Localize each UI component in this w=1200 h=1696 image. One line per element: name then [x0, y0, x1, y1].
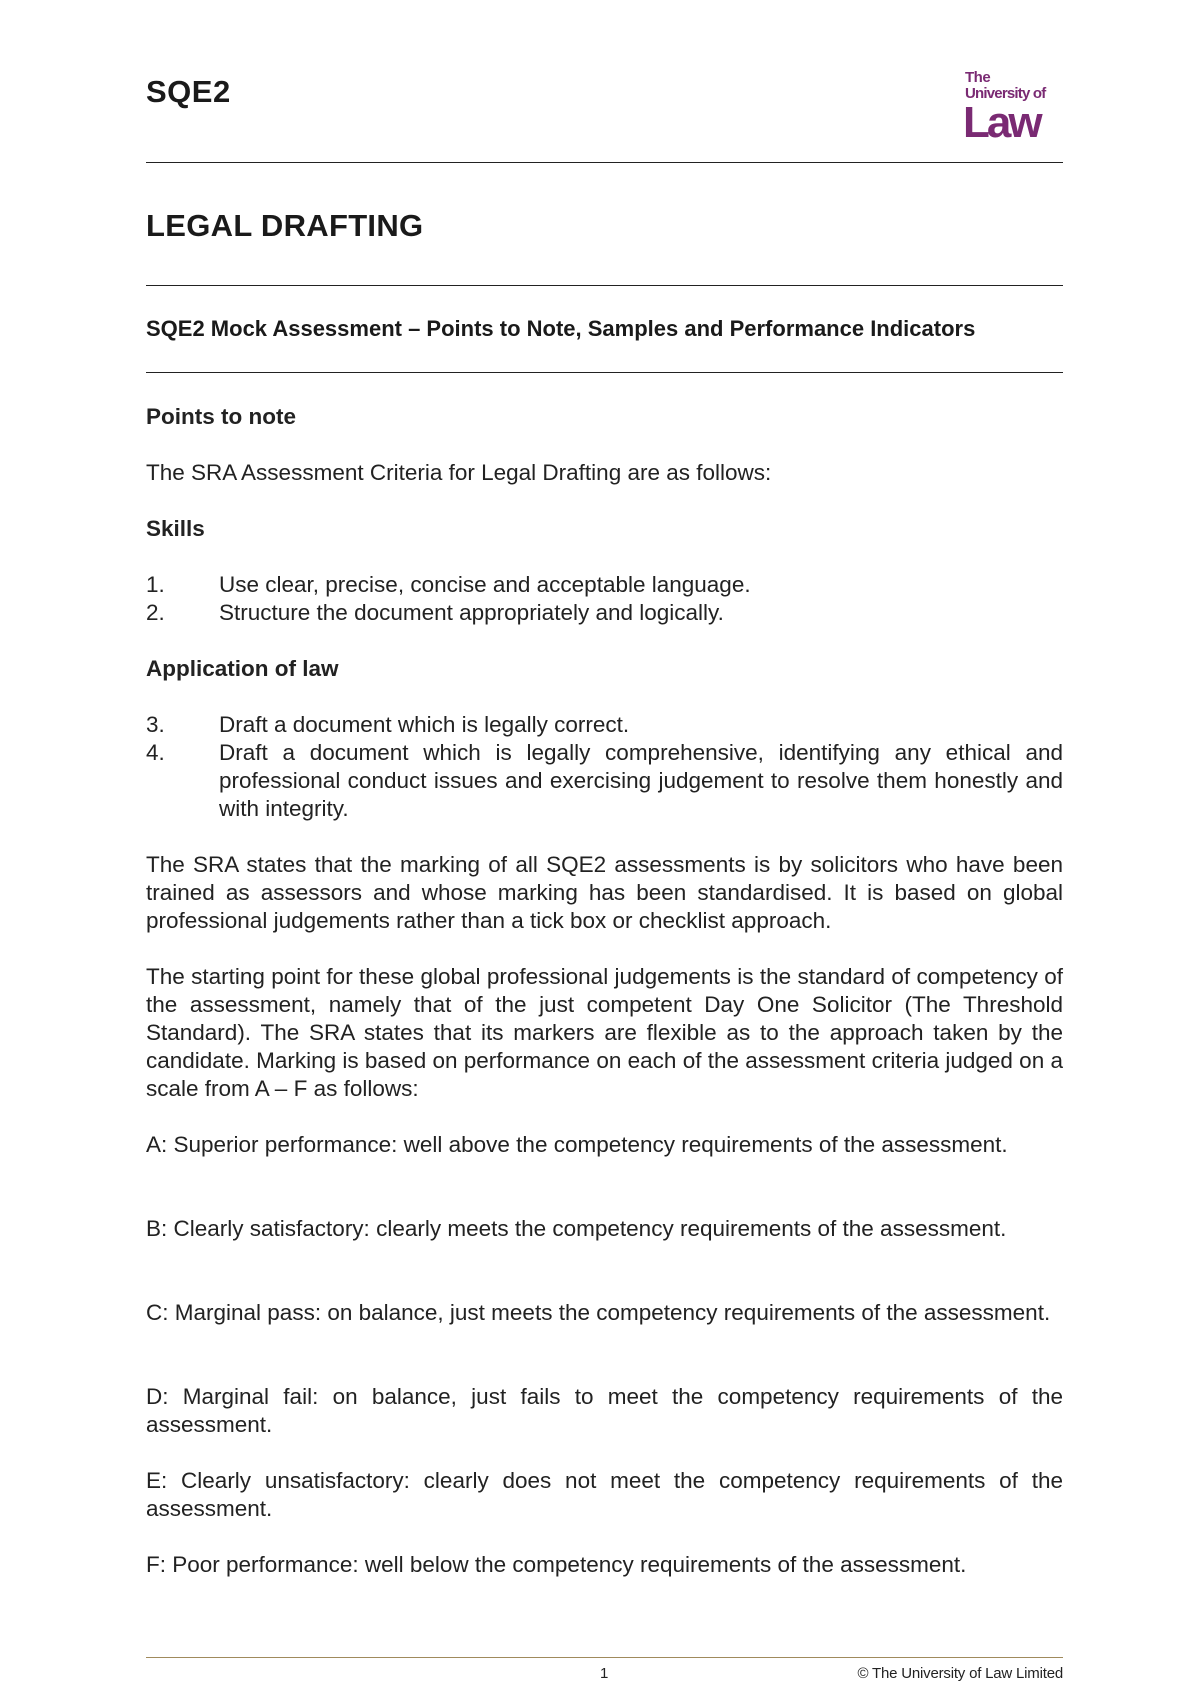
application-list [146, 711, 1063, 823]
skills-list [146, 571, 1063, 627]
intro-text: The SRA Assessment Criteria for Legal Drafting are as follows: [146, 460, 772, 485]
standard-paragraph: The starting point for these global professional judgements is the standard of competency of the assessment, namely that of the just competent Day One Solicitor (The Threshold Standard). The SRA states that its markers are flexible as to the approach taken by the candidate. Marking is based on performance on each of the assessment criteria judged on a scale from A – F as follows: [146, 964, 1063, 1101]
list-text: Draft a document which is legally correct. [219, 712, 630, 737]
list-number: 1. [146, 572, 165, 597]
grade-a-text: A: Superior performance: well above the competency requirements of the assessment. [146, 1132, 1008, 1157]
list-number: 2. [146, 600, 165, 625]
skills-heading: Skills [146, 516, 205, 541]
list-text: Use clear, precise, concise and acceptable language. [219, 572, 751, 597]
grade-e-text: E: Clearly unsatisfactory: clearly does not meet the competency requirements of the assessment. [146, 1468, 1063, 1521]
header-divider [146, 162, 1063, 163]
list-text: Structure the document appropriately and logically. [219, 600, 724, 625]
application-of-law-heading: Application of law [146, 656, 339, 681]
university-of-law-logo [962, 70, 1062, 146]
logo-line-3: Law [963, 98, 1040, 147]
grade-d-text: D: Marginal fail: on balance, just fails to meet the competency requirements of the assessment. [146, 1384, 1063, 1437]
footer-divider [146, 1657, 1063, 1658]
list-item [146, 599, 1063, 627]
page-subtitle: SQE2 Mock Assessment – Points to Note, Samples and Performance Indicators [146, 316, 976, 341]
list-number: 3. [146, 712, 165, 737]
grade-c-text: C: Marginal pass: on balance, just meets the competency requirements of the assessment. [146, 1300, 1051, 1325]
points-to-note-heading: Points to note [146, 404, 296, 429]
document-code: SQE2 [146, 74, 231, 109]
logo-line-1: The [965, 69, 991, 86]
list-item [146, 571, 1063, 599]
list-number: 4. [146, 740, 165, 765]
logo-line-2: University of [965, 85, 1046, 102]
list-item [146, 739, 1063, 823]
marking-paragraph: The SRA states that the marking of all SQE2 assessments is by solicitors who have been trained as assessors and whose marking has been standardised. It is based on global professional judgements rather than a tick box or checklist approach. [146, 852, 1063, 933]
subtitle-divider [146, 372, 1063, 373]
title-divider [146, 285, 1063, 286]
grade-f-text: F: Poor performance: well below the competency requirements of the assessment. [146, 1552, 967, 1577]
copyright-notice: © The University of Law Limited [857, 1665, 1063, 1682]
grade-b-text: B: Clearly satisfactory: clearly meets the competency requirements of the assessment. [146, 1216, 1007, 1241]
list-text: Draft a document which is legally comprehensive, identifying any ethical and professional conduct issues and exercising judgement to resolve them honestly and with integrity. [219, 740, 1063, 821]
page-title: LEGAL DRAFTING [146, 208, 424, 243]
list-item [146, 711, 1063, 739]
page-number: 1 [600, 1665, 609, 1682]
